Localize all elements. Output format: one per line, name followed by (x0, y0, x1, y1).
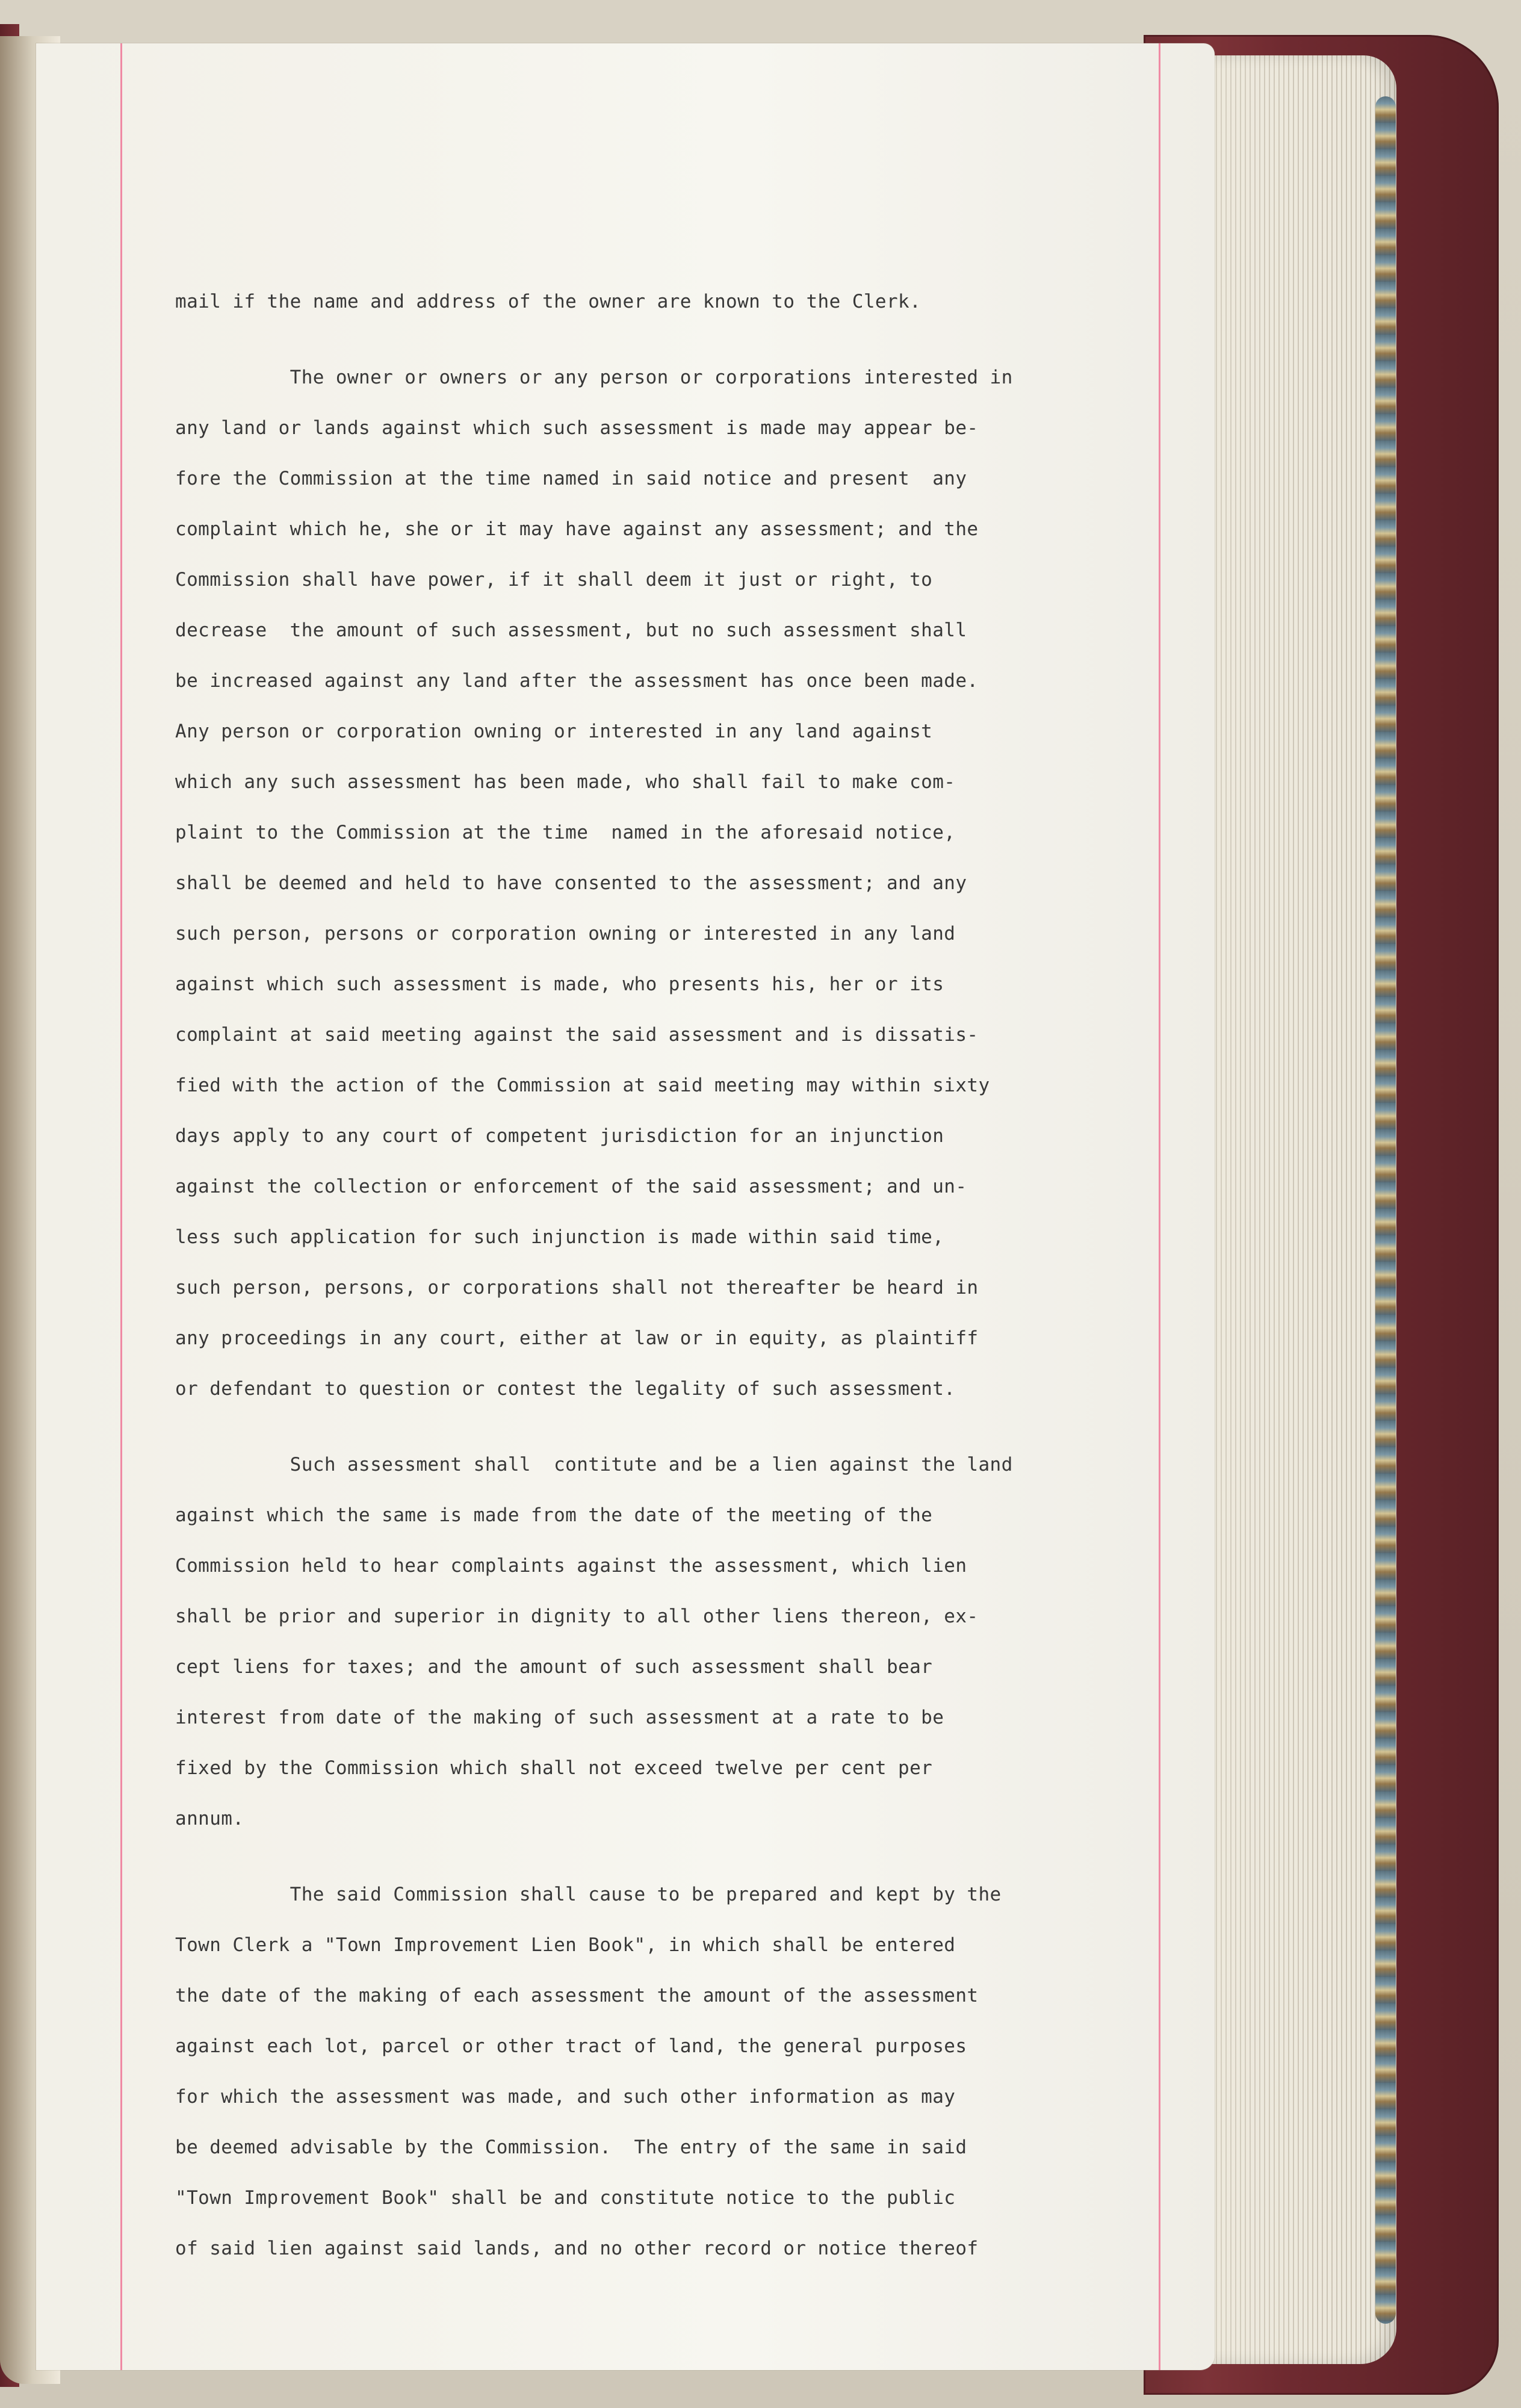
paragraph-2-line-18: less such application for such injunction is made within said time, (175, 1226, 944, 1248)
left-margin-line (120, 43, 122, 2370)
paragraph-2-line-14: complaint at said meeting against the said assessment and is dissatis- (175, 1024, 979, 1046)
paragraph-3-line-6: interest from date of the making of such assessment at a rate to be (175, 1707, 944, 1728)
paragraph-2-line-21: or defendant to question or contest the legality of such assessment. (175, 1378, 956, 1400)
paragraph-2-line-13: against which such assessment is made, who presents his, her or its (175, 973, 944, 995)
paragraph-gap (175, 1414, 1204, 1439)
paragraph-2-line-12: such person, persons or corporation owning or interested in any land (175, 923, 956, 945)
paragraph-gap (175, 327, 1204, 352)
paragraph-4-line-6: be deemed advisable by the Commission. The entry of the same in said (175, 2136, 967, 2158)
paragraph-2-line-15: fied with the action of the Commission at said meeting may within sixty (175, 1075, 990, 1096)
paragraph-4-line-1: The said Commission shall cause to be prepared and kept by the (175, 1884, 1002, 1905)
right-page (36, 43, 1215, 2370)
paragraph-3-line-7: fixed by the Commission which shall not exceed twelve per cent per (175, 1757, 933, 1779)
paragraph-2-line-3: fore the Commission at the time named in said notice and present any (175, 468, 967, 489)
paragraph-gap (175, 1844, 1204, 1869)
paragraph-4-line-8: of said lien against said lands, and no other record or notice thereof (175, 2238, 979, 2259)
typed-legal-text (175, 276, 1204, 2274)
paragraph-2-line-5: Commission shall have power, if it shall deem it just or right, to (175, 569, 933, 591)
paragraph-2-line-2: any land or lands against which such assessment is made may appear be- (175, 417, 979, 439)
paragraph-2-line-20: any proceedings in any court, either at law or in equity, as plaintiff (175, 1327, 979, 1349)
paragraph-2-line-11: shall be deemed and held to have consented to the assessment; and any (175, 872, 967, 894)
paragraph-2-line-16: days apply to any court of competent jurisdiction for an injunction (175, 1125, 944, 1147)
paragraph-2-line-7: be increased against any land after the assessment has once been made. (175, 670, 979, 692)
paragraph-3-line-8: annum. (175, 1808, 244, 1829)
paragraph-3-line-3: Commission held to hear complaints against the assessment, which lien (175, 1555, 967, 1577)
paragraph-1-line-1: mail if the name and address of the owner are known to the Clerk. (175, 291, 922, 312)
marbled-page-edge (1375, 96, 1396, 2324)
paragraph-2-line-6: decrease the amount of such assessment, but no such assessment shall (175, 619, 967, 641)
paragraph-4-line-4: against each lot, parcel or other tract of land, the general purposes (175, 2035, 967, 2057)
paragraph-2-line-10: plaint to the Commission at the time named in the aforesaid notice, (175, 822, 956, 843)
paragraph-2-line-8: Any person or corporation owning or interested in any land against (175, 721, 933, 742)
paragraph-4-line-2: Town Clerk a "Town Improvement Lien Book", in which shall be entered (175, 1934, 956, 1956)
paragraph-4-line-5: for which the assessment was made, and such other information as may (175, 2086, 956, 2108)
paragraph-2-line-19: such person, persons, or corporations shall not thereafter be heard in (175, 1277, 979, 1299)
paragraph-2-line-1: The owner or owners or any person or corporations interested in (175, 367, 1013, 388)
paragraph-2-line-17: against the collection or enforcement of the said assessment; and un- (175, 1176, 967, 1197)
paragraph-4-line-3: the date of the making of each assessment the amount of the assessment (175, 1985, 979, 2006)
page-block (1192, 55, 1396, 2364)
paragraph-3-line-1: Such assessment shall contitute and be a lien against the land (175, 1454, 1013, 1476)
paragraph-2-line-9: which any such assessment has been made, who shall fail to make com- (175, 771, 956, 793)
paragraph-2-line-4: complaint which he, she or it may have against any assessment; and the (175, 518, 979, 540)
paragraph-3-line-4: shall be prior and superior in dignity to all other liens thereon, ex- (175, 1606, 979, 1627)
paragraph-3-line-5: cept liens for taxes; and the amount of such assessment shall bear (175, 1656, 933, 1678)
paragraph-3-line-2: against which the same is made from the date of the meeting of the (175, 1504, 933, 1526)
paragraph-4-line-7: "Town Improvement Book" shall be and constitute notice to the public (175, 2187, 956, 2209)
